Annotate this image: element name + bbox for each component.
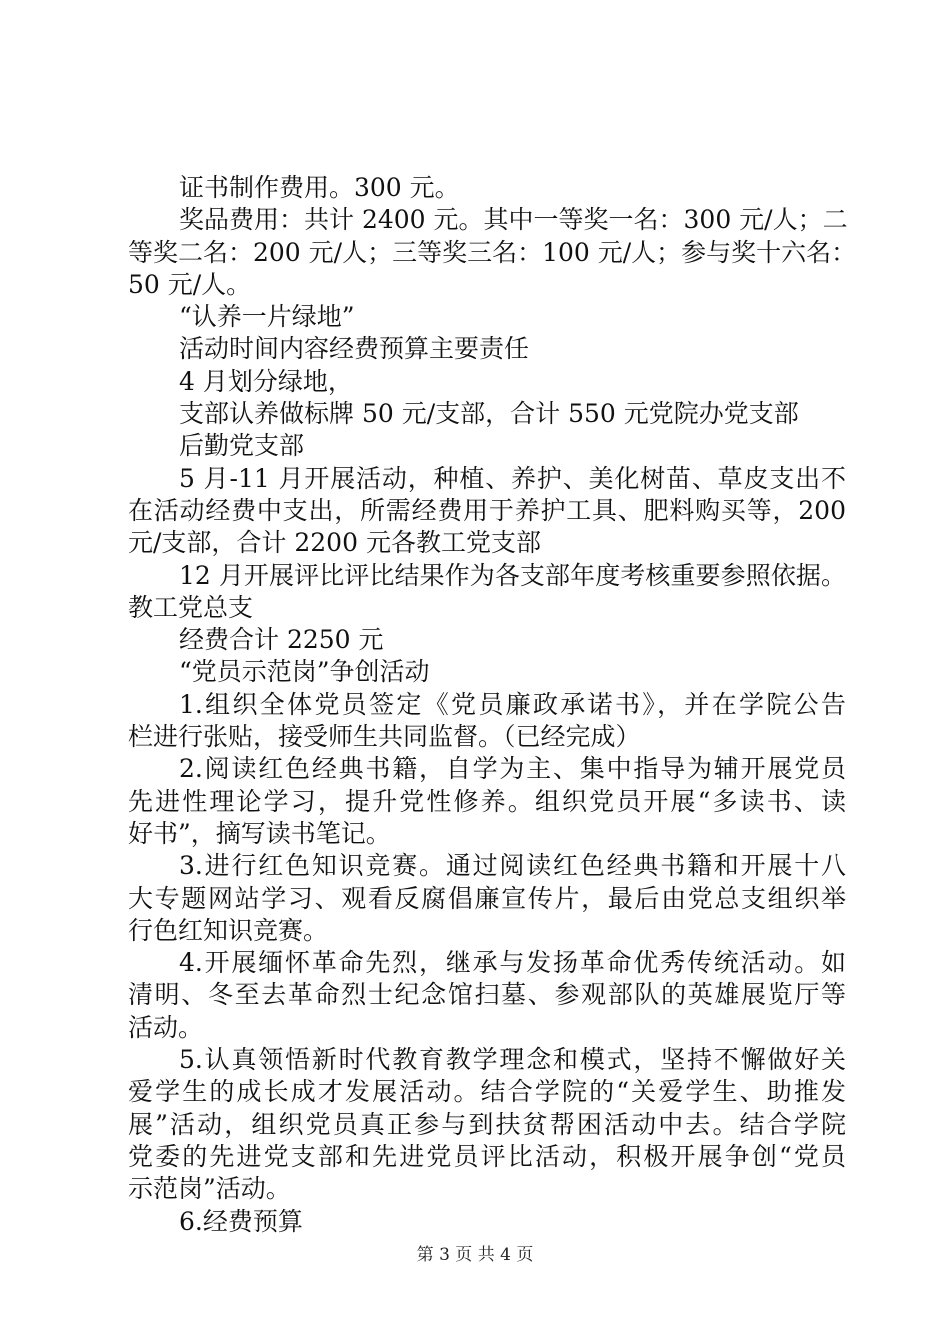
page-footer: 第 3 页 共 4 页 [416, 1245, 534, 1265]
text-line: 行色红知识竞赛。 [128, 915, 329, 945]
text-line: 3.进行红色知识竞赛。通过阅读红色经典书籍和开展十八 [179, 851, 846, 881]
text-line: 5 月-11 月开展活动，种植、养护、美化树苗、草皮支出不 [179, 463, 846, 493]
text-line: 等奖二名：200 元/人；三等奖三名：100 元/人；参与奖十六名： [128, 237, 857, 267]
document-body [128, 172, 857, 1238]
text-line: 50 元/人。 [128, 269, 252, 299]
text-line: 活动时间内容经费预算主要责任 [179, 334, 530, 364]
text-line: 教工党总支 [128, 592, 254, 622]
text-line: 展”活动，组织党员真正参与到扶贫帮困活动中去。结合学院 [128, 1109, 846, 1139]
text-line: 1.组织全体党员签定《党员廉政承诺书》，并在学院公告 [179, 689, 846, 719]
text-line: 清明、冬至去革命烈士纪念馆扫墓、参观部队的英雄展览厅等 [128, 980, 846, 1010]
text-line: 爱学生的成长成才发展活动。结合学院的“关爱学生、助推发 [128, 1077, 846, 1107]
text-line: 栏进行张贴，接受师生共同监督。（已经完成） [128, 722, 641, 752]
text-line: 后勤党支部 [179, 431, 305, 461]
text-line: 元/支部，合计 2200 元各教工党支部 [128, 528, 541, 558]
text-line: 6.经费预算 [179, 1206, 303, 1236]
text-line: 活动。 [128, 1012, 204, 1042]
text-line: 经费合计 2250 元 [179, 625, 384, 655]
text-line: 4.开展缅怀革命先烈，继承与发扬革命优秀传统活动。如 [179, 948, 846, 978]
text-line: 好书”，摘写读书笔记。 [128, 818, 391, 848]
text-line: 支部认养做标牌 50 元/支部，合计 550 元党院办党支部 [179, 399, 799, 429]
text-line: 2.阅读红色经典书籍，自学为主、集中指导为辅开展党员 [179, 754, 846, 784]
text-line: 先进性理论学习，提升党性修养。组织党员开展“多读书、读 [128, 786, 846, 816]
text-line: 党委的先进党支部和先进党员评比活动，积极开展争创“党员 [128, 1141, 846, 1171]
text-line: 5.认真领悟新时代教育教学理念和模式，坚持不懈做好关 [179, 1045, 846, 1075]
text-line: 示范岗”活动。 [128, 1174, 291, 1204]
text-line: 在活动经费中支出，所需经费用于养护工具、肥料购买等，200 [128, 495, 846, 525]
text-line: 4 月划分绿地， [179, 366, 353, 396]
text-line: 奖品费用：共计 2400 元。其中一等奖一名：300 元/人；二 [179, 205, 848, 235]
text-line: “认养一片绿地” [179, 302, 355, 332]
text-line: 证书制作费用。300 元。 [179, 173, 460, 202]
text-line: “党员示范岗”争创活动 [179, 657, 430, 687]
text-line: 大专题网站学习、观看反腐倡廉宣传片，最后由党总支组织举 [128, 883, 846, 913]
text-line: 12 月开展评比评比结果作为各支部年度考核重要参照依据。 [179, 560, 846, 590]
